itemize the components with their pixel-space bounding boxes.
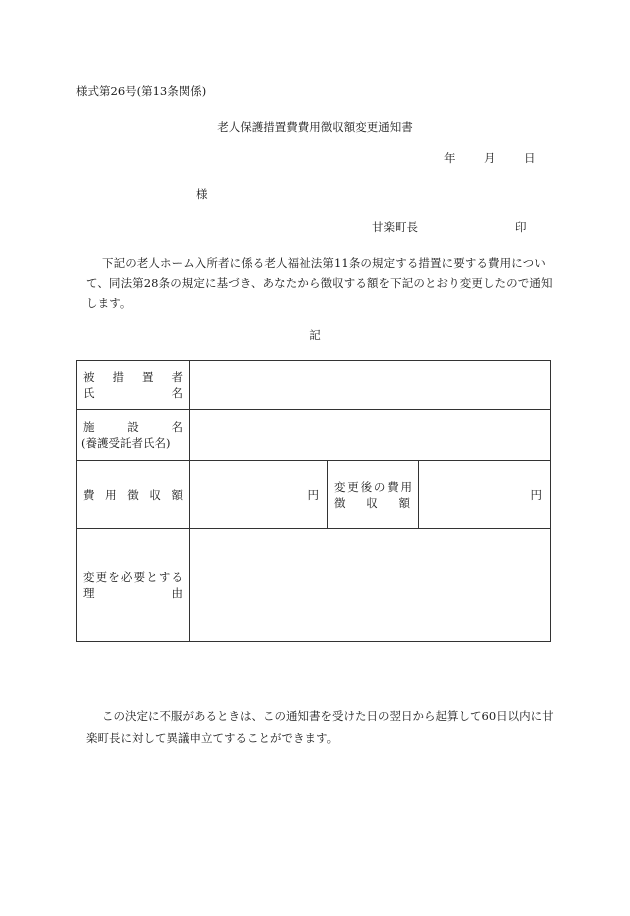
collection-amount-field[interactable] xyxy=(190,461,328,529)
document-title: 老人保護措置費費用徴収額変更通知書 xyxy=(217,120,413,134)
changed-amount-field[interactable] xyxy=(419,461,551,529)
facility-name-field[interactable] xyxy=(190,410,551,461)
table-row xyxy=(77,361,551,410)
yen-unit: 円 xyxy=(530,487,543,502)
yen-unit: 円 xyxy=(307,487,319,502)
date-line xyxy=(444,153,536,165)
body-paragraph: 下記の老人ホーム入所者に係る老人福祉法第11条の規定する措置に要する費用について、同法第28条の規定に基づき、あなたから徴収する額を下記のとおり変更したので通知します。 xyxy=(86,256,553,310)
table-row xyxy=(77,529,551,642)
details-table xyxy=(76,360,551,642)
date-day: 日 xyxy=(524,151,536,165)
form-number: 様式第26号(第13条関係) xyxy=(76,84,207,98)
date-month: 月 xyxy=(484,151,496,165)
recipient-name-field[interactable] xyxy=(190,361,551,410)
label-collection-amount: 費 用 徴 収 額 xyxy=(77,461,190,529)
change-reason-field[interactable] xyxy=(190,529,551,642)
addressee-suffix: 様 xyxy=(196,187,208,201)
table-row xyxy=(77,461,551,529)
label-facility-name: 施 設 名 (養護受託者氏名) xyxy=(77,410,190,461)
date-year: 年 xyxy=(444,151,456,165)
table-row xyxy=(77,410,551,461)
seal-mark: 印 xyxy=(515,220,527,234)
label-change-reason: 変 更 を 必 要 と す る 理 由 xyxy=(77,529,190,642)
appeal-note: この決定に不服があるときは、この通知書を受けた日の翌日から起算して60日以内に甘楽町長に対して異議申立てすることができます。 xyxy=(86,709,554,745)
issuer-name: 甘楽町長 xyxy=(372,220,418,234)
label-recipient-name: 被 措 置 者 氏 名 xyxy=(77,361,190,410)
label-changed-amount: 変 更 後 の 費 用 徴 収 額 xyxy=(328,461,419,529)
ki-heading: 記 xyxy=(309,328,321,342)
